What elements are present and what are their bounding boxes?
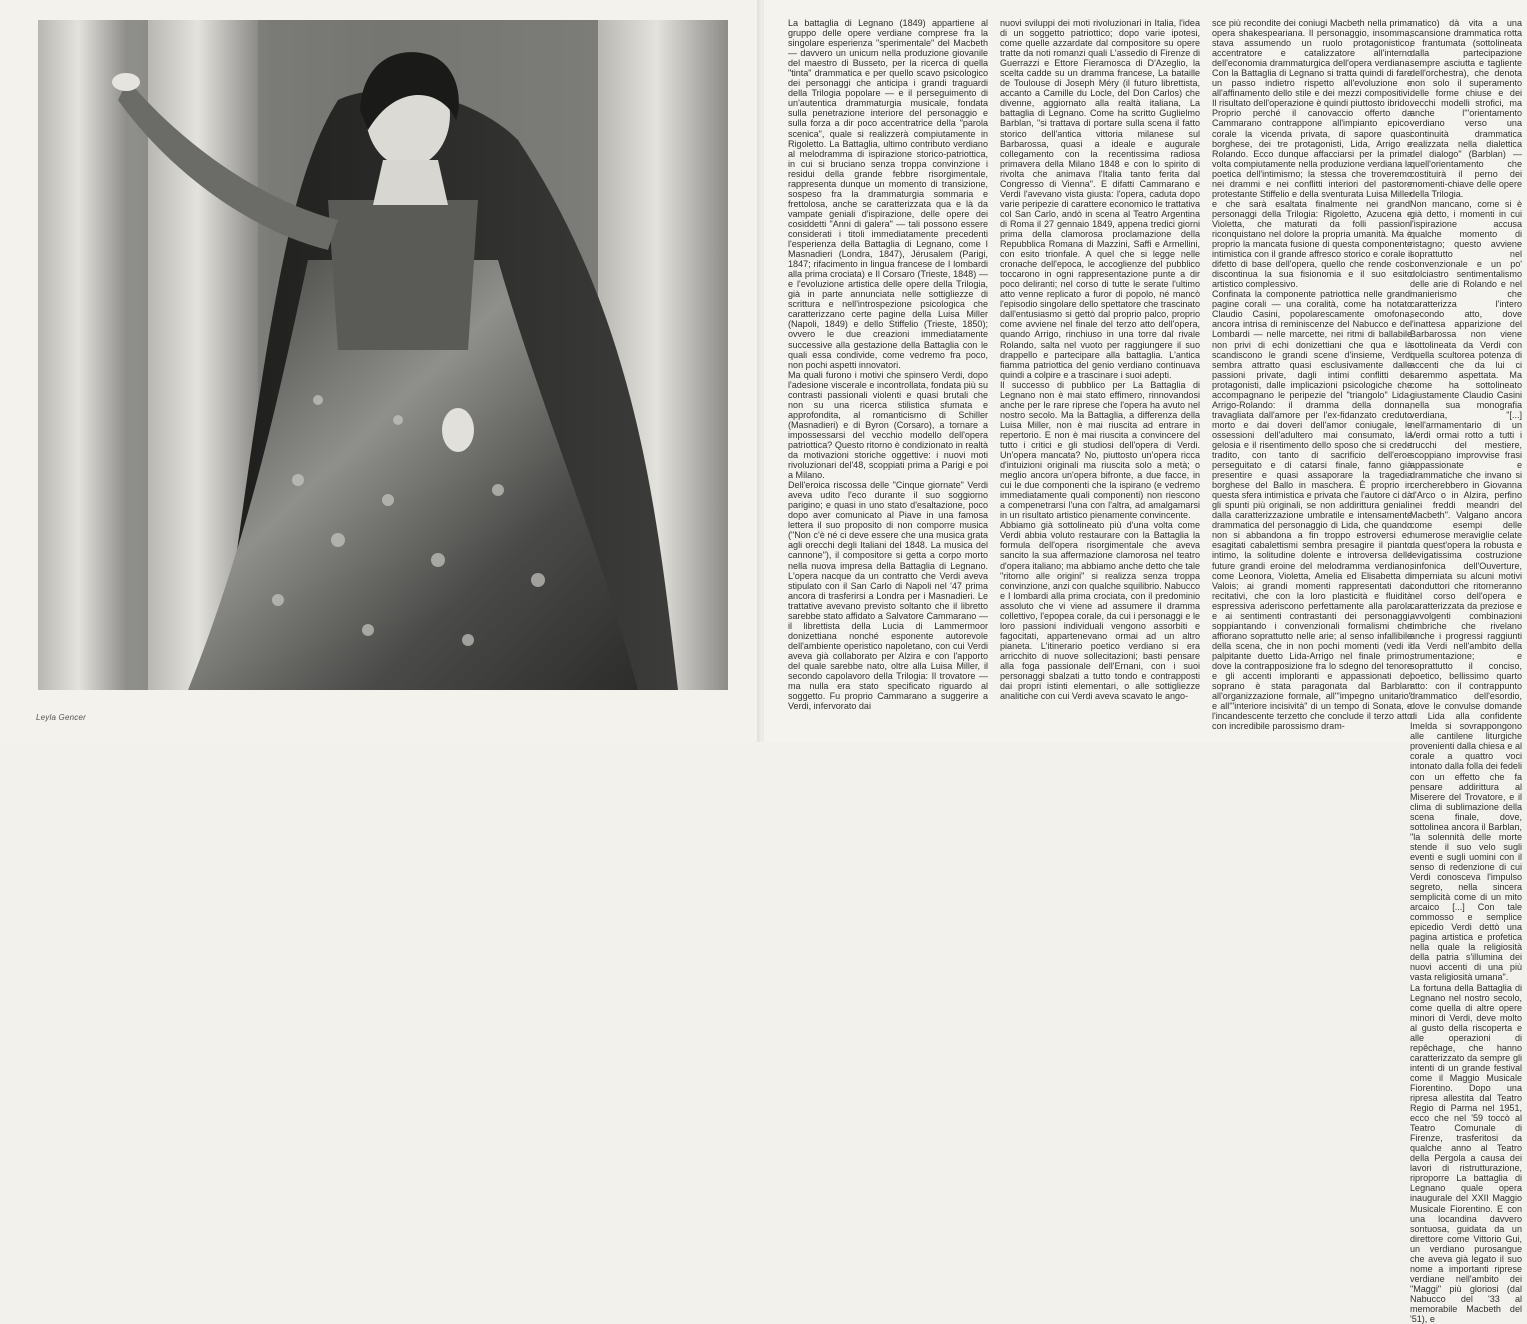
paragraph: Dell'eroica riscossa delle "Cinque giornate" Verdi aveva udito l'eco durante il suo soggiorno parigino; e quasi in uno stato d'esaltazione, poco dopo aver comunicato al Piave in una famosa lettera il suo proposito di non comporre musica ("Non c'è né ci deve essere che una musica grata agli orecchi degli Italiani del 1848. La musica del cannone"), il compositore si getta a corpo morto nella nuova impresa della Battaglia di Legnano. L'opera nacque da un contratto che Verdi aveva stipulato con il San Carlo di Napoli nel '47 prima ancora di trasferirsi a Londra per i Masnadieri. Le trattative avevano previsto soltanto che il libretto sarebbe stato affidato a Salvatore Cammarano — il librettista della Lucia di Lammermoor donizettiana nonché esponente autorevole dell'ambiente operistico napoletano, con cui Verdi aveva già collaborato per Alzira e con l'apporto del quale sarebbe nato, oltre alla Luisa Miller, il secondo capolavoro della Trilogia: Il trovatore — ma nulla era stato specificato riguardo al soggetto. Fu proprio Cammarano a suggerire a Verdi, infervorato dai <box>788 480 988 711</box>
paragraph: Non mancano, come si è già detto, i momenti in cui l'ispirazione accusa qualche momento di ristagno; questo avviene soprattutto nel convenzionale e un po' dolciastro sentimentalismo delle arie di Rolando e nel manierismo che caratterizza l'intero secondo atto, dove l'inattesa apparizione del Barbarossa non viene sottolineata da Verdi con quella scultorea potenza di accenti che da lui ci saremmo aspettata. Ma come ha sottolineato giustamente Claudio Casini nella sua monografia verdiana, "[...] nell'armamentario di un Verdi ormai rotto a tutti i trucchi del mestiere, scoppiano improvvise frasi appassionate e drammatiche che invano si cercherebbero in Giovanna d'Arco o in Alzira, perfino nei freddi meandri del Macbeth". Valgano ancora come esempi delle numerose meraviglie celate da quest'opera la robusta e levigatissima costruzione sinfonica dell'Ouverture, imperniata su alcuni motivi conduttori che ritorneranno nel corso dell'opera e caratterizzata da preziose e avvolgenti combinazioni timbriche che rivelano anche i progressi raggiunti da Verdi nell'ambito della strumentazione; e soprattutto il conciso, poetico, bellissimo quarto atto: con il contrappunto drammatico dell'esordio, dove le convulse domande di Lida alla confidente Imelda si sovrappongono alle cantilene liturgiche provenienti dalla chiesa e al corale a quattro voci intonato dalla folla dei fedeli con un effetto che fa pensare addirittura al Miserere del Trovatore, e il clima di sublimazione della scena finale, dove, sottolinea ancora il Barblan, "la solennità delle morte stende il suo velo sugli eventi e sugli uomini con il senso di redenzione di cui Verdi conosceva l'impulso segreto, nella sincera semplicità come di un mito arcaico [...] Con tale commosso e semplice epicedio Verdi dettò una pagina artistica e profetica nella quale la religiosità della patria s'illumina dei nuovi accenti di una più vasta religiosità umana". <box>1410 199 1522 983</box>
text-column-2 <box>1000 18 1200 723</box>
paragraph: Ma quali furono i motivi che spinsero Verdi, dopo l'adesione viscerale e incontrollata, fondata più su contrasti passionali violenti e quasi brutali che non su una ricerca stilistica sfumata e approfondita, al romanticismo di Schiller (Masnadieri) e di Byron (Corsaro), a tornare a impossessarsi del vecchio modello dell'opera patriottica? Questo ritorno è condizionato in realtà da motivazioni storiche oggettive: i nuovi moti rivoluzionari del'48, scoppiati prima a Parigi e poi a Milano. <box>788 370 988 481</box>
paragraph: Abbiamo già sottolineato più d'una volta come Verdi abbia voluto restaurare con la Battaglia la formula dell'opera risorgimentale che aveva sancito la sua affermazione clamorosa nel teatro d'opera italiano; ma abbiamo anche detto che tale "ritorno alle origini" si realizza senza troppa convinzione, anzi con qualche squilibrio. Nabucco e I lombardi alla prima crociata, con il predominio assoluto che vi viene ad assumere il dramma collettivo, l'epopea corale, da cui i personaggi e le loro passioni individuali vengono assorbiti e fagocitati, appartenevano ormai ad un altro pianeta. L'itinerario poetico verdiano si era arricchito di nuove sollecitazioni; basti pensare alla foga passionale dell'Ernani, con i suoi personaggi sbalzati a tutto tondo e contrapposti dai propri istinti elementari, o alle sottigliezze analitiche con cui Verdi aveva scavato le ango- <box>1000 520 1200 701</box>
text-column-3 <box>1212 18 1412 723</box>
paragraph: nuovi sviluppi dei moti rivoluzionari in Italia, l'idea di un soggetto patriottico; dopo varie ipotesi, come quelle azzardate dal compositore su opere tratte da noti romanzi quali L'assedio di Firenze di Guerrazzi e Ettore Fieramosca di D'Azeglio, la scelta cadde su un dramma francese, La bataille de Toulouse di Joseph Méry (il futuro librettista, accanto a Camille du Locle, del Don Carlos) che divenne, aggiornato alla realtà italiana, La battaglia di Legnano. Come ha scritto Guglielmo Barblan, "si trattava di portare sulla scena il fatto storico dell'antica vittoria milanese sul Barbarossa, quasi a ideale e augurale collegamento con la recentissima radiosa primavera della Milano 1848 e con lo spirito di rivolta che animava l'Italia tanto ferita dal Congresso di Vienna". E difatti Cammarano e Verdi l'avevano vista giusta: l'opera, caduta dopo varie peripezie di carattere economico le trattativa col San Carlo, andò in scena al Teatro Argentina di Roma il 27 gennaio 1849, appena tredici giorni prima della clamorosa proclamazione della Repubblica Romana di Mazzini, Saffi e Armellini, con esito trionfale. A quel che si legge nelle cronache dell'epoca, le accoglienze del pubblico toccarono in ogni rappresentazione punte a dir poco deliranti; nel corso di tutte le serate l'ultimo atto venne replicato a furor di popolo, né mancò l'episodio singolare dello spettatore che trascinato dall'entusiasmo si gettò dal proprio palco, proprio come avviene nel finale del terzo atto dell'opera, quando Arrigo, rinchiuso in una torre dal rivale Rolando, salta nel vuoto per raggiungere il suo drappello e partecipare alla battaglia. L'antica fiamma patriottica del genio verdiano continuava quindi a colpire e a trascinare i suoi adepti. <box>1000 18 1200 380</box>
portrait-photo <box>38 20 728 690</box>
paragraph: Il successo di pubblico per La Battaglia di Legnano non è mai stato effimero, rinnovandosi anche per le rare riprese che l'opera ha avuto nel nostro secolo. Ma la Battaglia, a differenza della Luisa Miller, non è mai riuscita ad entrare in repertorio. E non è mai riuscita a convincere del tutto i critici e gli studiosi dell'opera di Verdi. Un'opera mancata? No, piuttosto un'opera ricca d'intuizioni originali ma riuscita solo a metà; o meglio ancora un'opera bifronte, a due facce, in cui le due componenti che la ispirano (e vedremo immediatamente quali componenti) non riescono a compenetrarsi l'una con l'altra, ad amalgamarsi in un risultato artistico pienamente convincente. <box>1000 380 1200 521</box>
paragraph: matico) dà vita a una scansione drammatica rotta e frantumata (sottolineata dalla partecipazione sempre asciutta e tagliente dell'orchestra), che denota non solo il superamento delle forme chiuse e dei vecchi modelli strofici, ma anche l'"orientamento verdiano verso una continuità drammatica realizzata nella dialettica del dialogo" (Barblan) — quell'orientamento che costituirà il perno dei momenti-chiave delle opere della Trilogia. <box>1410 18 1522 199</box>
left-page <box>0 0 760 742</box>
paragraph: sce più recondite dei coniugi Macbeth nella prima opera shakespeariana. Il personaggio, insomma, stava assumendo un ruolo protagonistico, accentratore e catalizzatore all'interno dell'economia drammaturgica dell'opera verdiana. Con la Battaglia di Legnano si tratta quindi di fare un passo indietro rispetto all'evoluzione e all'affinamento dello stile e dei mezzi compositivi. Il risultato dell'operazione è quindi piuttosto ibrido. Proprio perché il canovaccio offerto da Cammarano contrappone all'impianto epico-corale la vicenda privata, di sapore quasi borghese, dei tre protagonisti, Lida, Arrigo e Rolando. Ecco dunque affacciarsi per la prima volta compiutamente nella produzione verdiana la poetica dell'intimismo; la stessa che troveremo nei drammi e nei conflitti interiori del pastore protestante Stiffelio e della sventurata Luisa Miller e che sarà esaltata finalmente nei grandi personaggi della Trilogia: Rigoletto, Azucena e Violetta, che maturati da folli passioni riconquistano nel dolore la propria umanità. Ma è proprio la mancata fusione di questa componente intimistica con il grande affresco storico e corale il difetto di base dell'opera, quello che rende così discontinua la sua fisionomia e il suo esito artistico complessivo. <box>1212 18 1412 289</box>
paragraph: Confinata la componente patriottica nelle grandi pagine corali — una coralità, come ha notato Claudio Casini, popolarescamente omofona, ancora intrisa di reminiscenze del Nabucco e dei Lombardi — nelle marcette, nei ritmi di ballabile non privi di echi donizettiani che qua e là scandiscono le grandi scene d'insieme, Verdi sembra attratto quasi esclusivamente dalle passioni private, dagli intimi conflitti dei protagonisti, dalle implicazioni psicologiche che accompagnano le peripezie del "triangolo" Lida-Arrigo-Rolando: il dramma della donna, travagliata dall'amore per l'ex-fidanzato creduto morto e dai doveri dell'amor coniugale, le ossessioni dell'adultero mai consumato, la gelosia e il risentimento dello sposo che si crede tradito, con tanto di sacrificio dell'eroe perseguitato e di catarsi finale, fanno già presentire e quasi assaporare la tragedia borghese del Ballo in maschera. È proprio in questa sfera intimistica e privata che l'autore ci dà gli spunti più originali, se non addirittura geniali: dalla caratterizzazione umbratile e intensamente drammatica del personaggio di Lida, che quando non si abbandona a fin troppo estroversi ed esagitati cabalettismi sembra presagire il pianto intimo, la solitudine dolente e introversa delle future grandi eroine del melodramma verdiano, come Leonora, Violetta, Amelia ed Elisabetta di Valois; ai grandi momenti rappresentati dai recitativi, che con la loro plasticità e fluidità espressiva aderiscono perfettamente alla parola e ai sentimenti contrastanti dei personaggi, soppiantando i convenzionali formalismi che affiorano soprattutto nelle arie; al senso infallibile della scena, che in non pochi momenti (vedi il palpitante duetto Lida-Arrigo nel finale primo, dove la contrapposizione fra lo sdegno del tenore e gli accenti imploranti e appassionati del soprano è stata paragonata dal Barblan all'organizzazione formale, all'"impegno unitario" e all'"interiore incisività" di un tempo di Sonata, e l'incandescente terzetto che conclude il terzo atto con incredibile parossismo dram- <box>1212 289 1412 731</box>
photo-caption: Leyla Gencer <box>36 713 86 722</box>
text-column-1 <box>788 18 988 723</box>
text-column-4 <box>1410 18 1522 723</box>
paragraph: La battaglia di Legnano (1849) appartiene al gruppo delle opere verdiane comprese fra la singolare esperienza "sperimentale" del Macbeth — davvero un unicum nella produzione giovanile del maestro di Busseto, per la ricerca di quella "tinta" drammatica e per quello scavo psicologico dei personaggi che anticipa i grandi traguardi della Trilogia popolare — e il perseguimento di un'autentica drammaturgia musicale, fondata sulla penetrazione interiore del personaggio e sulla forza a dir poco accentratrice della "parola scenica", quale si realizzerà compiutamente in Rigoletto. La Battaglia, ultimo contributo verdiano al melodramma di ispirazione storico-patriottica, in cui si bruciano senza troppa convinzione i residui della grande febbre risorgimentale, rappresenta dunque un momento di transizione, sospeso fra la drammaturgia sommaria e frettolosa, anche se caratterizzata qua e là da vampate geniali d'ispirazione, delle opere dei cosiddetti "Anni di galera" — tali possono essere considerati i titoli immediatamente precedenti l'esperienza della Battaglia di Legnano, come I Masnadieri (Londra, 1847), Jérusalem (Parigi, 1847; rifacimento in lingua francese de I lombardi alla prima crociata) e Il Corsaro (Trieste, 1848) — e l'evoluzione artistica delle opere della Trilogia, già in parte annunciata nelle sottigliezze di scrittura e nell'introspezione psicologica che caratterizzano certe pagine della Luisa Miller (Napoli, 1849) e dello Stiffelio (Trieste, 1850); ovvero le due creazioni immediatamente successive alla gestazione della Battaglia con le quali essa condivide, come vedremo fra poco, non pochi aspetti innovatori. <box>788 18 988 370</box>
paragraph: La fortuna della Battaglia di Legnano nel nostro secolo, come quella di altre opere minori di Verdi, deve molto al gusto della riscoperta e alle operazioni di repêchage, che hanno caratterizzato da sempre gli intenti di un grande festival come il Maggio Musicale Fiorentino. Dopo una ripresa allestita dal Teatro Regio di Parma nel 1951, ecco che nel '59 toccò al Teatro Comunale di Firenze, trasferitosi da qualche anno al Teatro della Pergola a causa dei lavori di ristrutturazione, riproporre La battaglia di Legnano quale opera inaugurale del XXII Maggio Musicale Fiorentino. E con una locandina davvero sontuosa, guidata da un direttore come Vittorio Gui, un verdiano purosangue che aveva già legato il suo nome a importanti riprese verdiane nell'ambito dei "Maggi" più gloriosi (dal Nabucco del '33 al memorabile Macbeth del '51), e <box>1410 983 1522 1324</box>
